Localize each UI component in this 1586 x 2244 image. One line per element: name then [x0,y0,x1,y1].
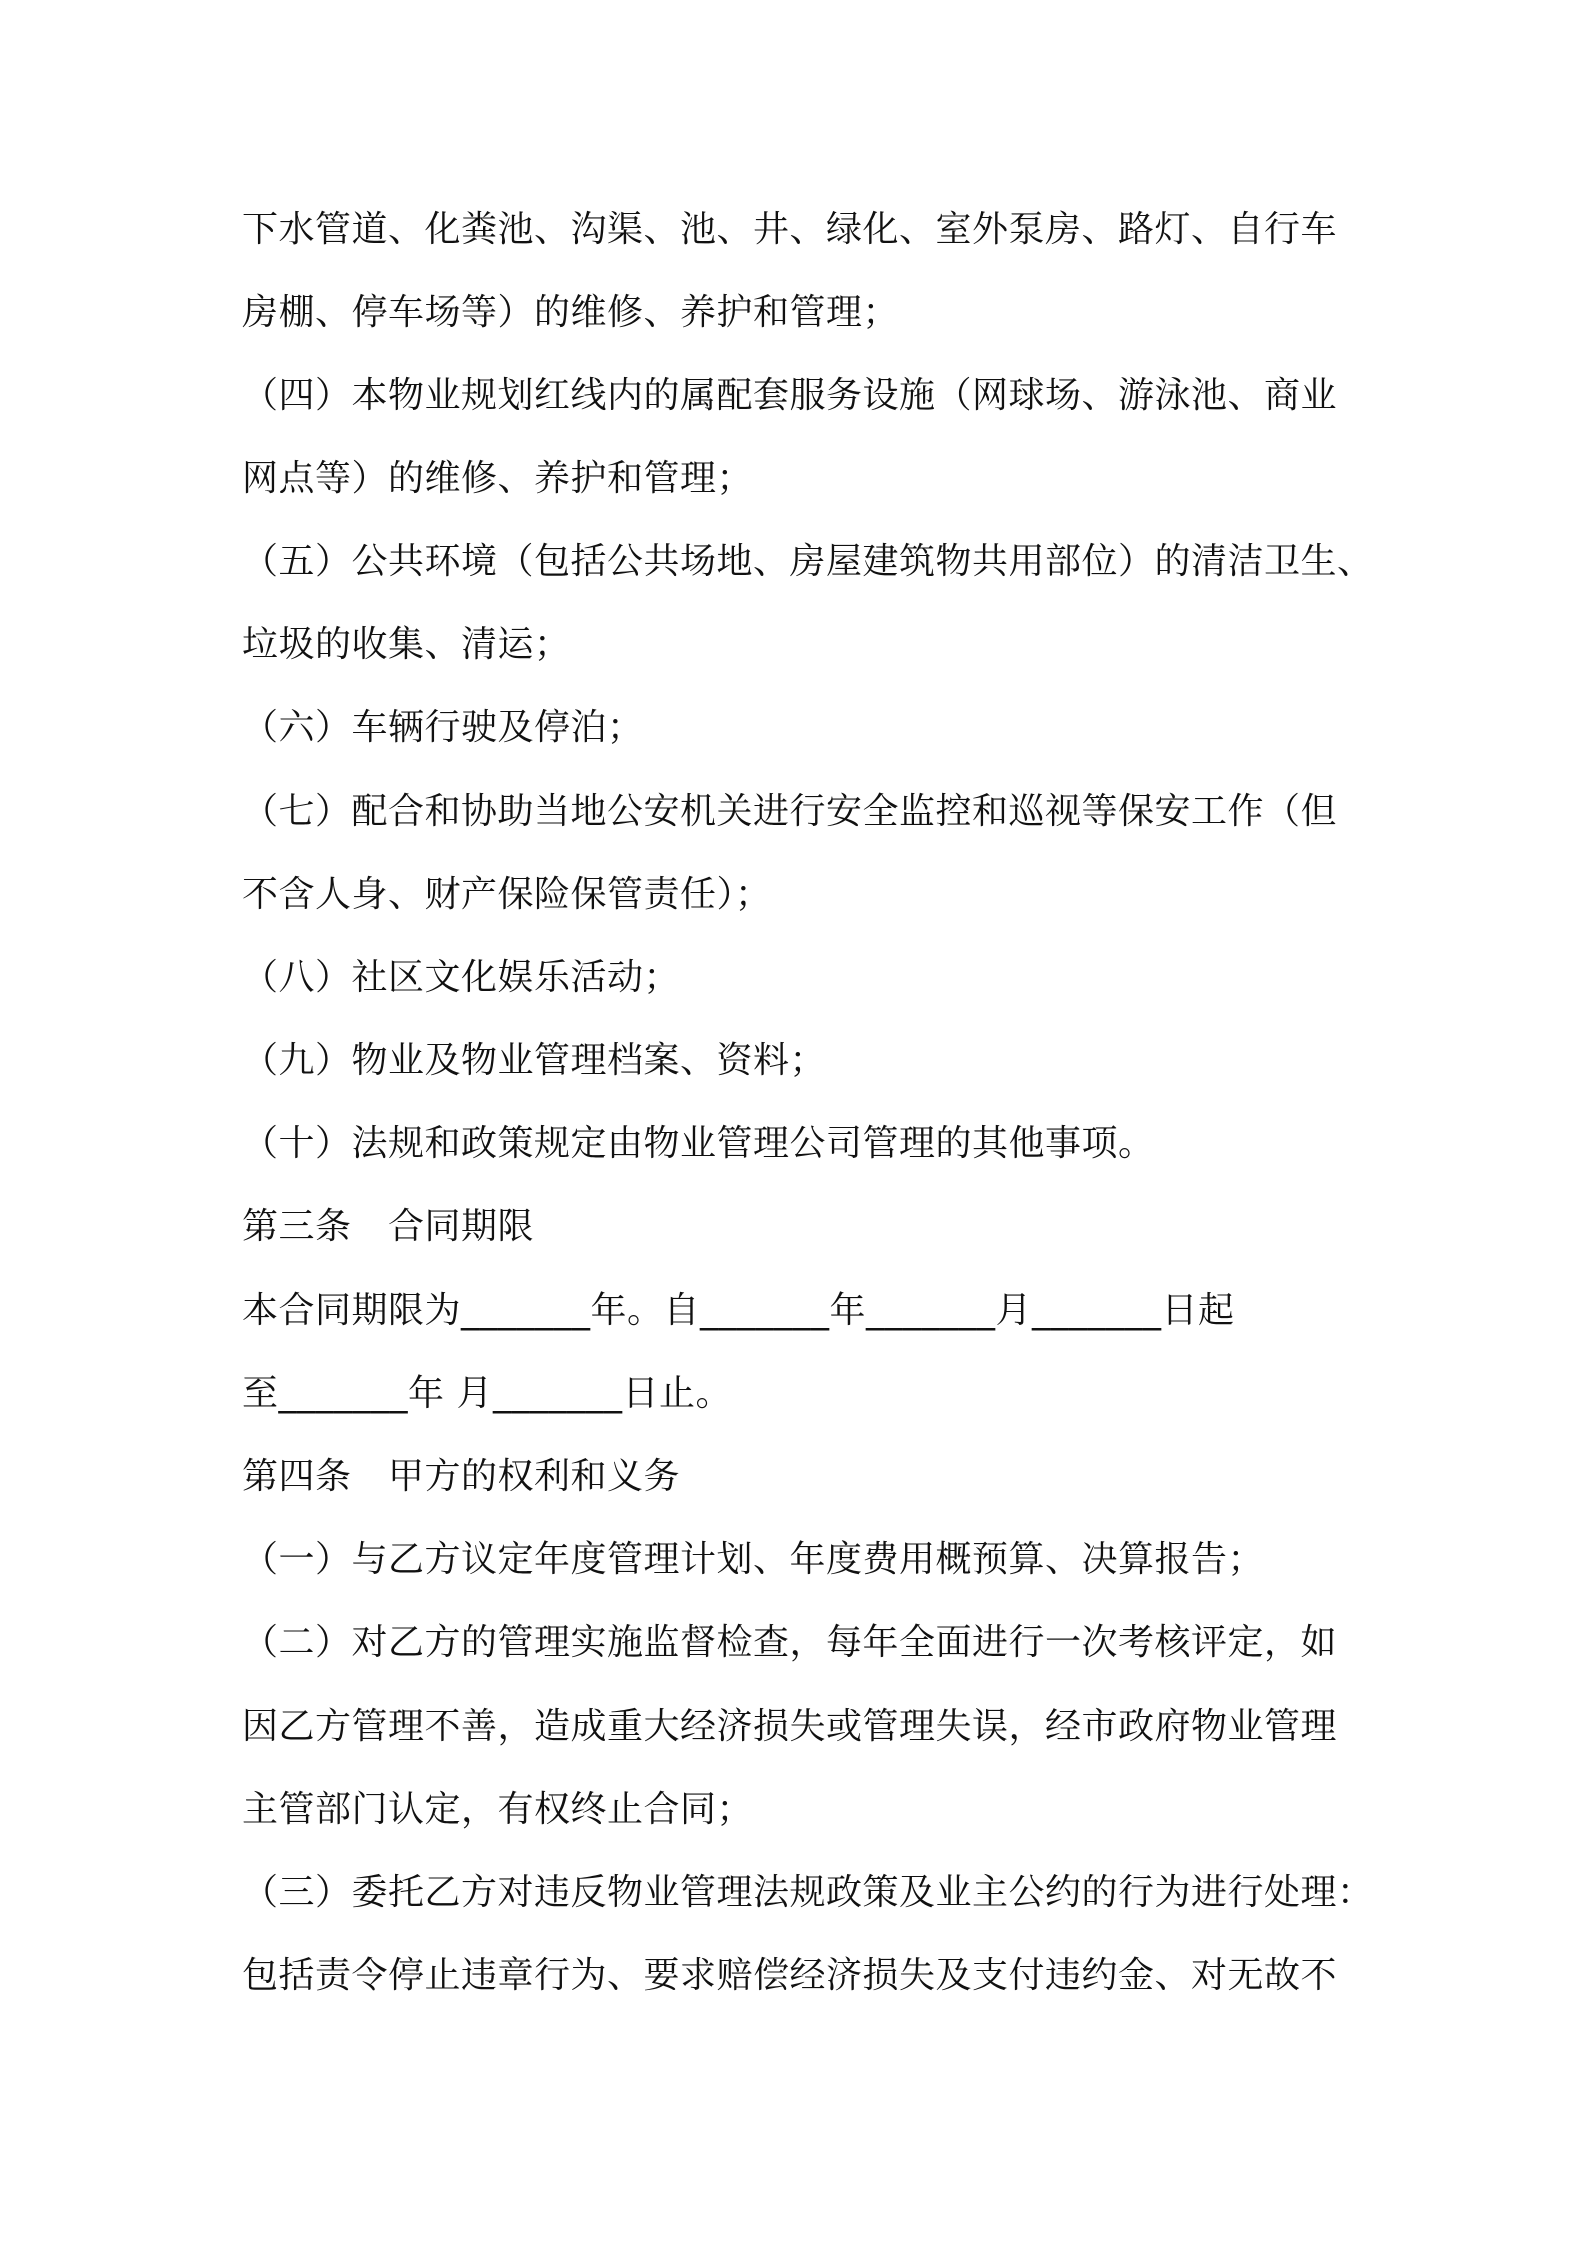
text-line: 主管部门认定，有权终止合同； [242,1789,754,1830]
text-line: （二）对乙方的管理实施监督检查，每年全面进行一次考核评定，如 [242,1622,1338,1663]
text-line: 至_______年 月_______日止。 [242,1373,732,1414]
section-heading: 第三条 合同期限 [242,1206,535,1247]
text-line: 不含人身、财产保险保管责任）； [242,874,772,915]
text-line: （四）本物业规划红线内的属配套服务设施（网球场、游泳池、商业 [242,375,1338,416]
text-line: 本合同期限为_______年。自_______年_______月_______日起 [242,1290,1235,1331]
text-line: （十）法规和政策规定由物业管理公司管理的其他事项。 [242,1123,1155,1164]
text-line: 下水管道、化粪池、沟渠、池、井、绿化、室外泵房、路灯、自行车 [242,209,1338,250]
text-line: 房棚、停车场等）的维修、养护和管理； [242,292,900,333]
text-line: （七）配合和协助当地公安机关进行安全监控和巡视等保安工作（但 [242,791,1338,832]
text-line: （一）与乙方议定年度管理计划、年度费用概预算、决算报告； [242,1539,1265,1580]
text-line: （八）社区文化娱乐活动； [242,957,681,998]
text-line: 因乙方管理不善，造成重大经济损失或管理失误，经市政府物业管理 [242,1706,1338,1747]
section-heading: 第四条 甲方的权利和义务 [242,1456,681,1497]
text-line: 包括责令停止违章行为、要求赔偿经济损失及支付违约金、对无故不 [242,1955,1338,1996]
text-line: （五）公共环境（包括公共场地、房屋建筑物共用部位）的清洁卫生、 [242,541,1374,582]
text-line: （九）物业及物业管理档案、资料； [242,1040,827,1081]
text-line: 网点等）的维修、养护和管理； [242,458,754,499]
text-line: 垃圾的收集、清运； [242,624,571,665]
text-line: （六）车辆行驶及停泊； [242,707,644,748]
text-line: （三）委托乙方对违反物业管理法规政策及业主公约的行为进行处理： [242,1872,1374,1913]
